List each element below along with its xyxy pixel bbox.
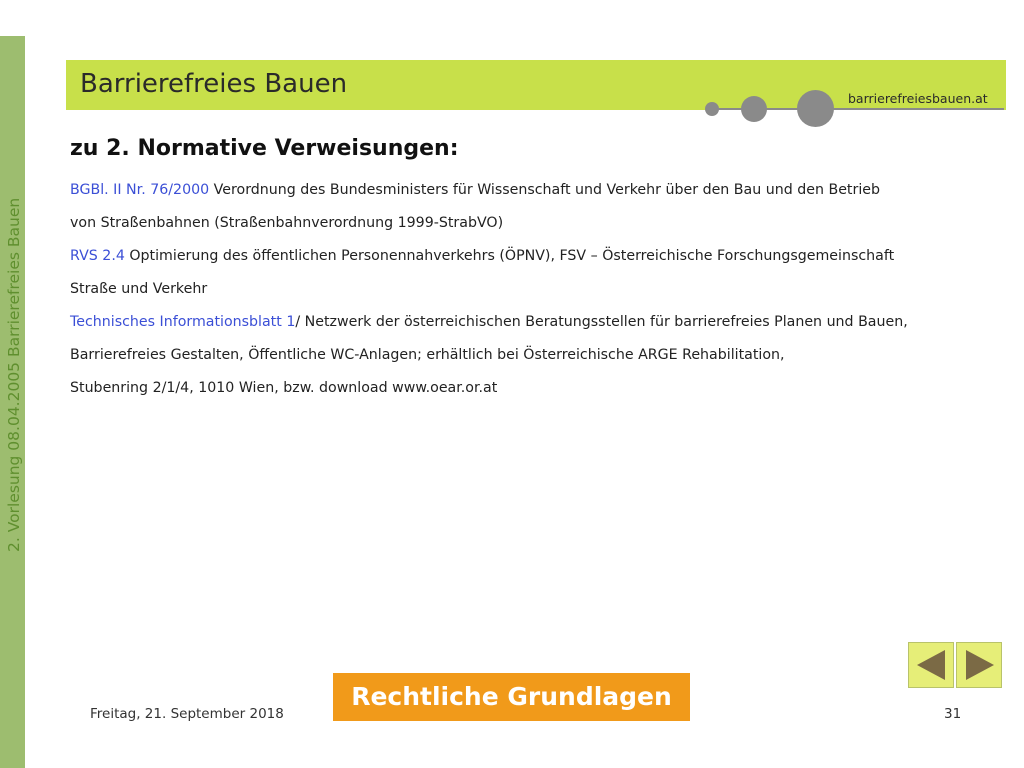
site-url: barrierefreiesbauen.at xyxy=(848,91,988,106)
next-slide-button[interactable] xyxy=(956,642,1002,688)
section-badge: Rechtliche Grundlagen xyxy=(333,673,690,721)
vertical-lecture-label: 2. Vorlesung 08.04.2005 Barrierefreies Bauen xyxy=(5,197,23,552)
reference-text: Barrierefreies Gestalten, Öffentliche WC-Anlagen; erhältlich bei Österreichische ARGE Rehabilitation, xyxy=(70,347,785,363)
reference-item xyxy=(70,312,1000,332)
reference-list xyxy=(70,180,1000,411)
reference-text: Verordnung des Bundesministers für Wissenschaft und Verkehr über den Bau und den Betrieb xyxy=(209,182,880,198)
page-number: 31 xyxy=(944,706,962,722)
reference-text: Stubenring 2/1/4, 1010 Wien, bzw. download www.oear.or.at xyxy=(70,380,498,396)
reference-item xyxy=(70,378,1000,398)
reference-item xyxy=(70,213,1000,233)
header-title: Barrierefreies Bauen xyxy=(80,69,348,99)
reference-link-rvs[interactable]: RVS 2.4 xyxy=(70,248,125,264)
triangle-right-icon xyxy=(966,650,994,680)
reference-link-bgbl[interactable]: BGBl. II Nr. 76/2000 xyxy=(70,182,210,198)
reference-text: Optimierung des öffentlichen Personennahverkehrs (ÖPNV), FSV – Österreichische Forschungsgemeinschaft xyxy=(124,248,895,264)
decorative-dot-medium xyxy=(741,96,767,122)
reference-item xyxy=(70,246,1000,266)
reference-item xyxy=(70,279,1000,299)
reference-text: von Straßenbahnen (Straßenbahnverordnung 1999-StrabVO) xyxy=(70,215,504,231)
decorative-dot-large xyxy=(797,90,834,127)
slide-heading: zu 2. Normative Verweisungen: xyxy=(70,136,459,161)
previous-slide-button[interactable] xyxy=(908,642,954,688)
reference-item xyxy=(70,345,1000,365)
triangle-left-icon xyxy=(917,650,945,680)
reference-text: Straße und Verkehr xyxy=(70,281,208,297)
decorative-dot-small xyxy=(705,102,719,116)
reference-text: / Netzwerk der österreichischen Beratungsstellen für barrierefreies Planen und Bauen, xyxy=(295,314,908,330)
footer-date: Freitag, 21. September 2018 xyxy=(90,706,284,722)
reference-link-infoblatt[interactable]: Technisches Informationsblatt 1 xyxy=(70,314,296,330)
reference-item xyxy=(70,180,1000,200)
